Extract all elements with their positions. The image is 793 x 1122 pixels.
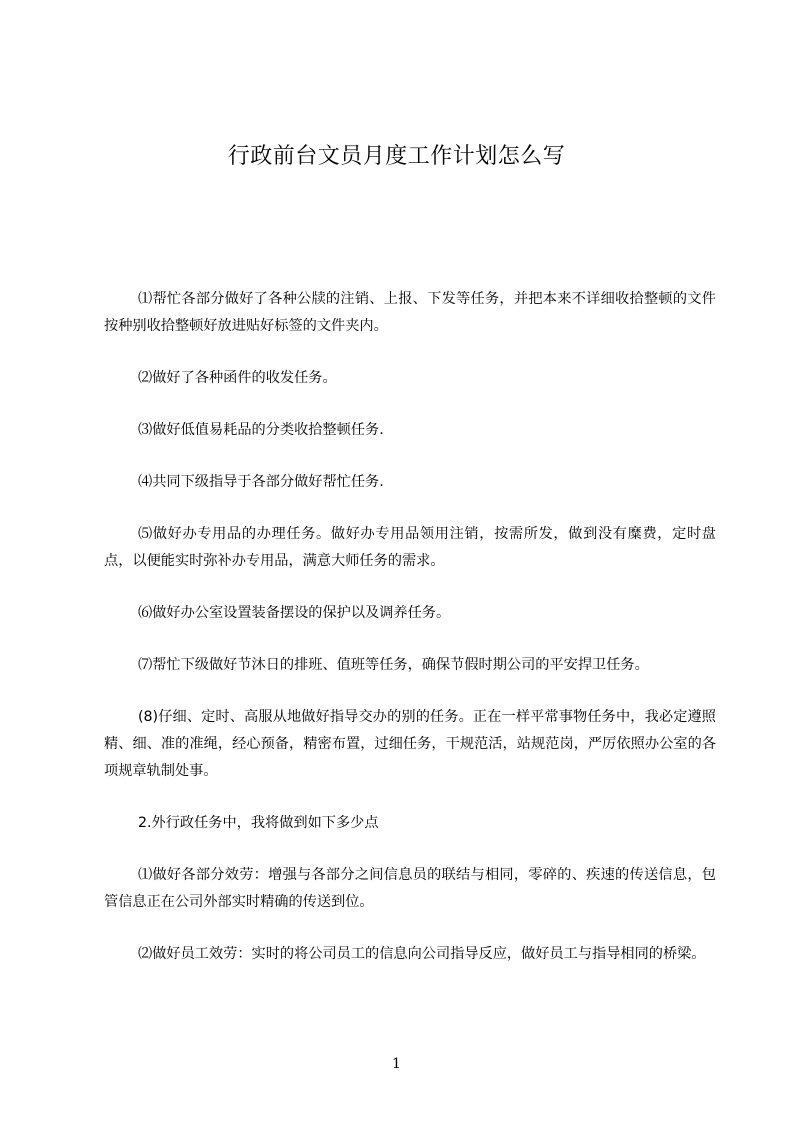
page-number: 1 — [392, 1056, 401, 1072]
paragraph-6: ⑹做好办公室设置装备摆设的保护以及调养任务。 — [138, 605, 451, 621]
paragraph-7: ⑺帮忙下级做好节沐日的排班、值班等任务，确保节假时期公司的平安捍卫任务。 — [138, 657, 649, 673]
paragraph-4: ⑷共同下级指导于各部分做好帮忙任务. — [138, 474, 384, 490]
document-title: 行政前台文员月度工作计划怎么写 — [227, 144, 566, 169]
paragraph-10: ⑴做好各部分效劳：增强与各部分之间信息员的联结与相同，零碎的、疾速的传送信息，包管信息正在公司外部实时精确的传送到位。 — [104, 867, 716, 910]
paragraph-9: 2.外行政任务中，我将做到如下多少点 — [138, 815, 379, 831]
paragraph-11: ⑵做好员工效劳：实时的将公司员工的信息向公司指导反应，做好员工与指导相同的桥梁。 — [138, 946, 706, 962]
paragraph-3: ⑶做好低值易耗品的分类收拾整顿任务. — [138, 422, 384, 438]
document-body — [104, 286, 716, 993]
paragraph-8: (8)仔细、定时、高服从地做好指导交办的别的任务。正在一样平常事物任务中，我必定遵照精、细、准的准绳，经心预备，精密布置，过细任务，干规范活，站规范岗，严厉依照办公室的各项规章轨制处事。 — [104, 709, 716, 779]
paragraph-1: ⑴帮忙各部分做好了各种公牍的注销、上报、下发等任务，并把本来不详细收拾整顿的文件按种别收拾整顿好放进贴好标签的文件夹内。 — [104, 291, 716, 334]
paragraph-2: ⑵做好了各种函件的收发任务。 — [138, 370, 337, 386]
paragraph-5: ⑸做好办专用品的办理任务。做好办专用品领用注销，按需所发，做到没有糜费，定时盘点，以便能实时弥补办专用品，满意大师任务的需求。 — [104, 526, 716, 569]
